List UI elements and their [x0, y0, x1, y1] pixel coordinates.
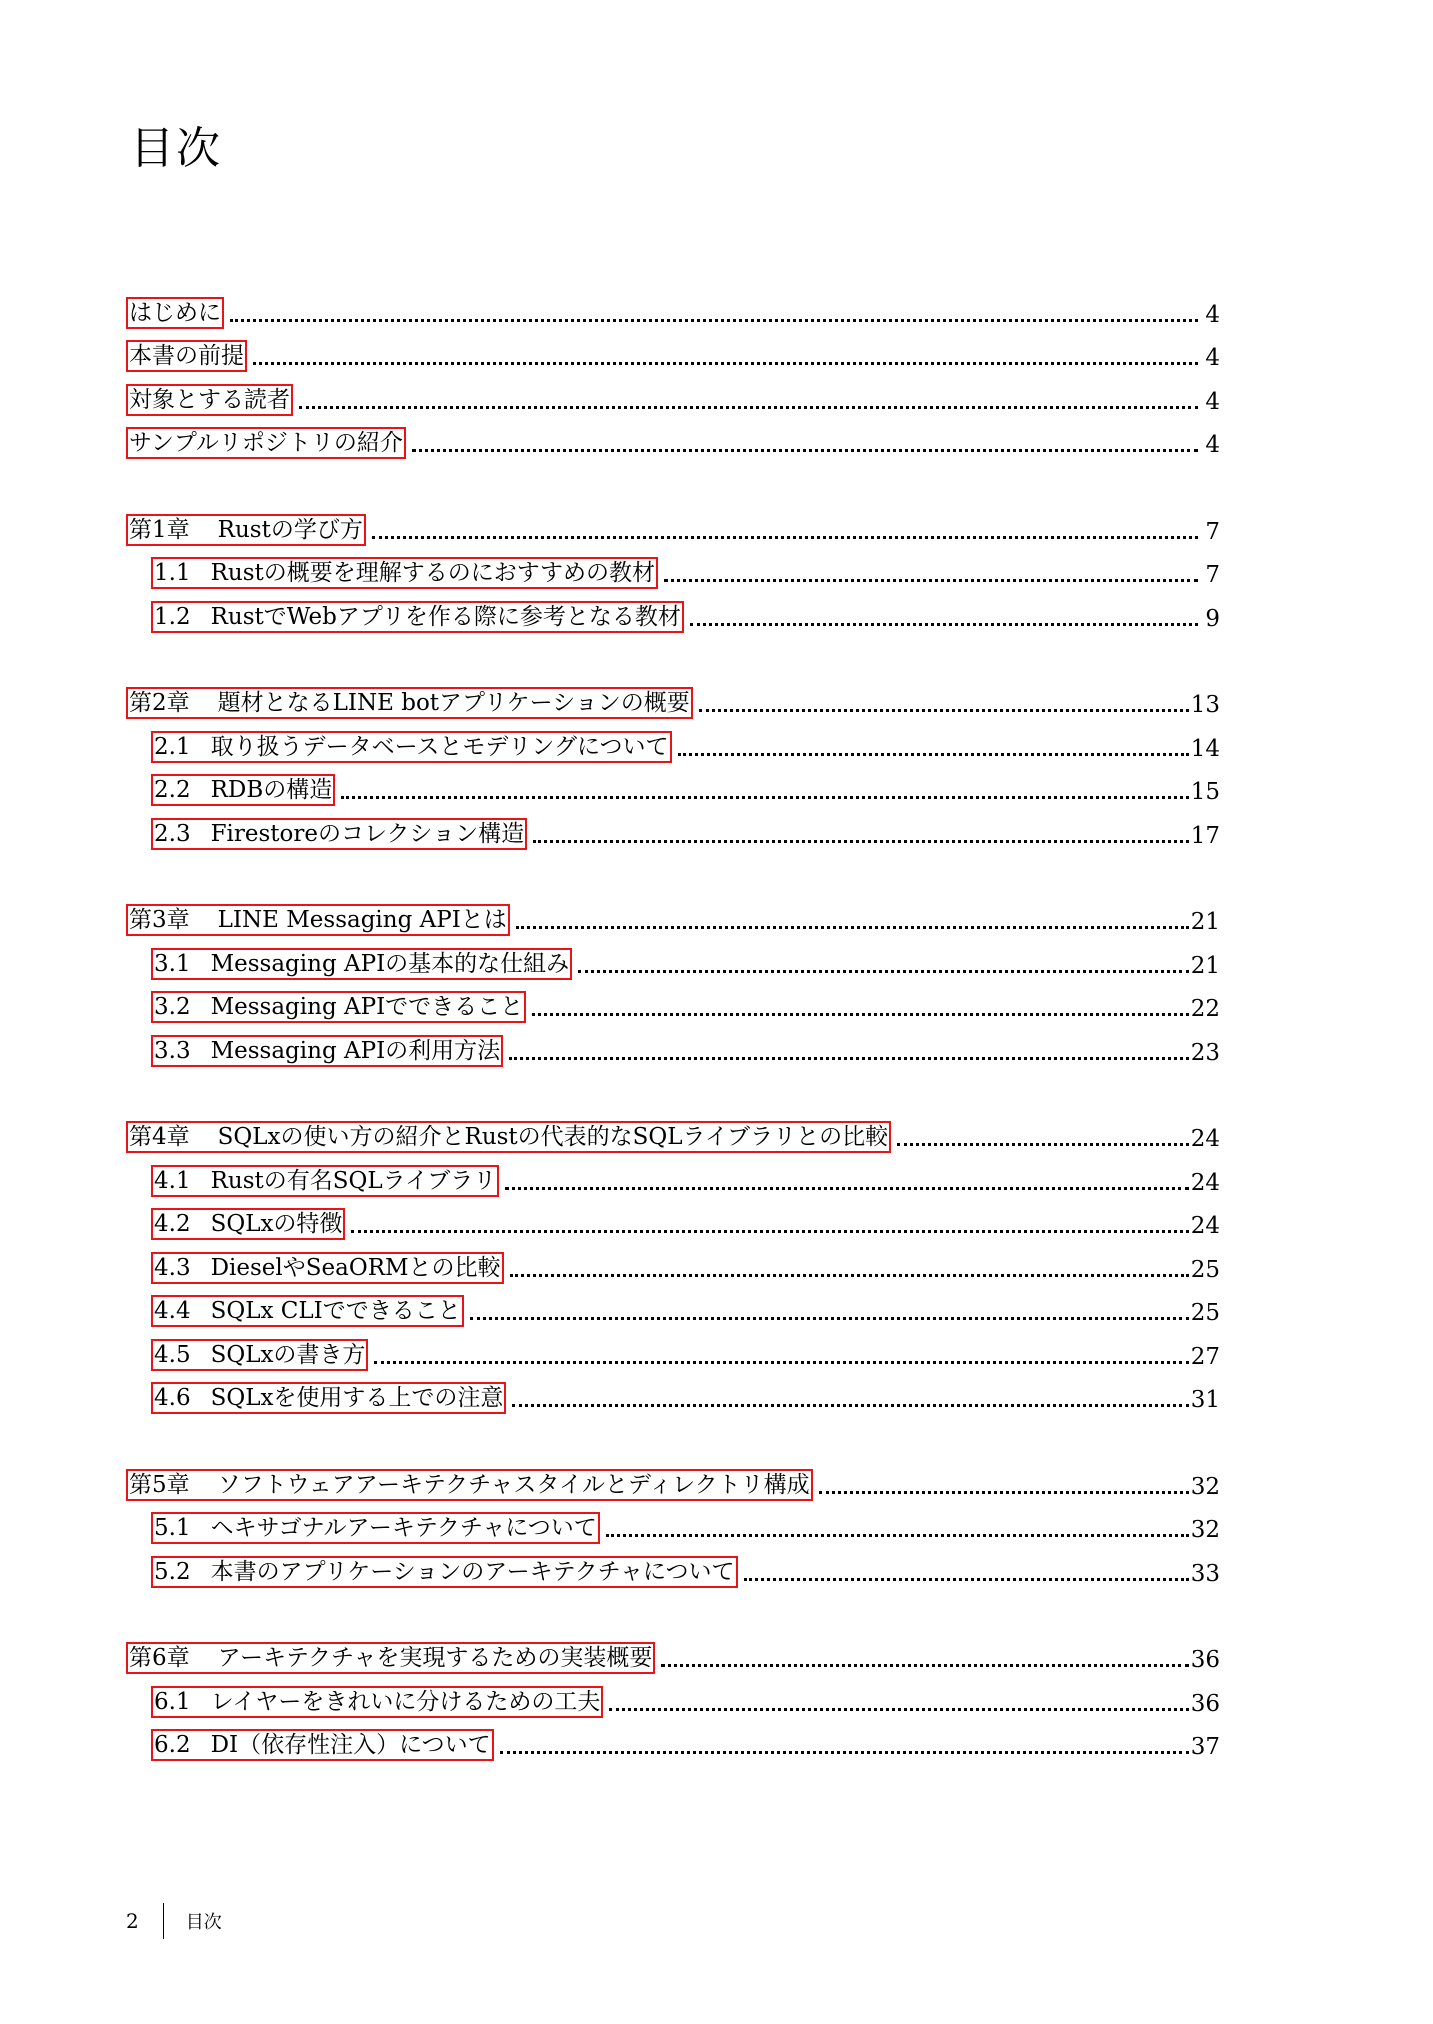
toc-entry-title: RustでWebアプリを作る際に参考となる教材 [210, 603, 681, 630]
toc-section-entry[interactable] [126, 1197, 1220, 1241]
toc-entry-number: 第5章 [129, 1471, 190, 1498]
toc-leader-dots [664, 579, 1198, 582]
toc-entry-number: 6.1 [154, 1688, 191, 1715]
toc-section-entry[interactable] [126, 980, 1220, 1024]
toc-entry-page: 21 [1190, 909, 1220, 935]
toc-entry-page: 4 [1205, 301, 1220, 328]
toc-entry-number: 4.4 [154, 1298, 191, 1324]
toc-group [126, 1110, 1220, 1415]
toc-entry-page: 4 [1205, 432, 1220, 458]
toc-entry-label[interactable] [151, 818, 527, 850]
toc-leader-dots [341, 796, 1188, 799]
toc-entry-page: 24 [1190, 1126, 1220, 1152]
toc-leader-dots [744, 1578, 1189, 1581]
toc-intro-entry[interactable] [126, 372, 1220, 416]
toc-entry-title: DI（依存性注入）について [210, 1732, 491, 1758]
toc-section-entry[interactable] [126, 1240, 1220, 1284]
toc-entry-page: 9 [1205, 605, 1220, 632]
toc-entry-title: SQLxの特徴 [210, 1211, 343, 1237]
toc-entry-label[interactable] [151, 948, 572, 980]
toc-entry-page: 37 [1190, 1734, 1220, 1760]
toc-section-entry[interactable] [126, 1327, 1220, 1371]
toc-entry-title: DieselやSeaORMとの比較 [210, 1254, 501, 1281]
toc-leader-dots [509, 1057, 1189, 1060]
toc-entry-title: サンプルリポジトリの紹介 [129, 430, 403, 456]
toc-entry-label[interactable] [151, 1512, 600, 1544]
toc-entry-page: 4 [1205, 345, 1220, 371]
toc-entry-page: 32 [1190, 1517, 1220, 1543]
toc-leader-dots [699, 709, 1189, 712]
toc-entry-label[interactable] [151, 1252, 504, 1284]
toc-entry-label[interactable] [151, 991, 526, 1023]
toc-entry-label[interactable] [151, 731, 672, 763]
toc-leader-dots [351, 1230, 1188, 1233]
toc-entry-label[interactable] [151, 1035, 503, 1067]
toc-section-entry[interactable] [126, 1023, 1220, 1067]
toc-group [126, 676, 1220, 850]
toc-entry-page: 27 [1190, 1343, 1220, 1370]
toc-entry-number: 第1章 [129, 516, 190, 543]
toc-leader-dots [661, 1664, 1188, 1667]
toc-entry-title: RDBの構造 [210, 777, 333, 803]
toc-entry-label[interactable] [126, 340, 247, 372]
table-of-contents [126, 285, 1220, 1804]
toc-entry-title: Firestoreのコレクション構造 [210, 820, 525, 847]
toc-section-entry[interactable] [126, 719, 1220, 763]
toc-entry-page: 31 [1190, 1387, 1220, 1413]
toc-entry-page: 23 [1190, 1039, 1220, 1066]
toc-group [126, 285, 1220, 459]
toc-entry-label[interactable] [151, 774, 335, 806]
toc-section-entry[interactable] [126, 806, 1220, 850]
toc-entry-number: 4.6 [154, 1385, 191, 1411]
page-title: 目次 [130, 123, 222, 174]
toc-chapter-entry[interactable] [126, 893, 1220, 937]
toc-group [126, 1631, 1220, 1762]
toc-leader-dots [609, 1708, 1188, 1711]
toc-entry-page: 4 [1205, 388, 1220, 415]
toc-entry-title: 取り扱うデータベースとモデリングについて [210, 733, 669, 760]
toc-entry-number: 2.2 [154, 777, 191, 803]
toc-leader-dots [819, 1491, 1189, 1494]
toc-entry-number: 4.2 [154, 1211, 191, 1237]
toc-entry-page: 21 [1190, 952, 1220, 979]
toc-entry-label[interactable] [151, 1208, 345, 1240]
toc-entry-label[interactable] [126, 427, 406, 459]
toc-entry-number: 5.1 [154, 1515, 191, 1541]
toc-entry-title: はじめに [129, 299, 221, 326]
toc-entry-page: 25 [1190, 1300, 1220, 1326]
toc-entry-page: 7 [1205, 518, 1220, 545]
toc-leader-dots [532, 1013, 1189, 1016]
toc-entry-number: 第3章 [129, 907, 190, 933]
toc-entry-title: 本書のアプリケーションのアーキテクチャについて [210, 1558, 735, 1585]
toc-entry-title: Messaging APIの基本的な仕組み [210, 950, 570, 977]
toc-section-entry[interactable] [126, 763, 1220, 807]
toc-entry-page: 32 [1190, 1473, 1220, 1500]
toc-chapter-entry[interactable] [126, 1457, 1220, 1501]
toc-entry-number: 第2章 [129, 690, 190, 716]
toc-chapter-entry[interactable] [126, 1631, 1220, 1675]
toc-entry-label[interactable] [126, 1121, 891, 1153]
toc-entry-number: 5.2 [154, 1558, 191, 1585]
toc-entry-label[interactable] [151, 1556, 738, 1588]
toc-leader-dots [678, 753, 1189, 756]
toc-entry-page: 7 [1205, 562, 1220, 588]
toc-entry-page: 33 [1190, 1560, 1220, 1587]
toc-entry-number: 1.1 [154, 560, 191, 586]
toc-section-entry[interactable] [126, 589, 1220, 633]
toc-entry-title: 題材となるLINE botアプリケーションの概要 [217, 690, 690, 716]
toc-chapter-entry[interactable] [126, 676, 1220, 720]
toc-chapter-entry[interactable] [126, 1110, 1220, 1154]
toc-entry-title: SQLxを使用する上での注意 [210, 1385, 504, 1411]
toc-group [126, 1457, 1220, 1588]
toc-entry-number: 第6章 [129, 1645, 190, 1671]
toc-leader-dots [897, 1143, 1189, 1146]
toc-chapter-entry[interactable] [126, 502, 1220, 546]
toc-entry-page: 13 [1190, 692, 1220, 718]
toc-entry-page: 15 [1190, 779, 1220, 805]
toc-entry-title: レイヤーをきれいに分けるための工夫 [210, 1688, 601, 1715]
toc-intro-entry[interactable] [126, 329, 1220, 373]
toc-leader-dots [690, 623, 1198, 626]
toc-entry-title: 対象とする読者 [129, 386, 290, 413]
toc-entry-page: 24 [1190, 1169, 1220, 1196]
toc-entry-label[interactable] [126, 904, 510, 936]
toc-entry-number: 2.1 [154, 733, 191, 760]
toc-entry-label[interactable] [151, 1295, 464, 1327]
toc-entry-label[interactable] [126, 384, 293, 416]
toc-entry-number: 1.2 [154, 603, 191, 630]
toc-entry-title: Rustの学び方 [217, 516, 363, 543]
toc-entry-number: 3.3 [154, 1037, 191, 1064]
toc-entry-label[interactable] [151, 557, 658, 589]
toc-entry-page: 22 [1190, 996, 1220, 1022]
toc-entry-title: Rustの概要を理解するのにおすすめの教材 [210, 560, 655, 586]
toc-leader-dots [505, 1187, 1188, 1190]
toc-entry-page: 14 [1190, 735, 1220, 762]
toc-leader-dots [372, 536, 1198, 539]
toc-leader-dots [470, 1317, 1189, 1320]
toc-section-entry[interactable] [126, 1153, 1220, 1197]
toc-entry-label[interactable] [126, 297, 224, 329]
toc-entry-title: アーキテクチャを実現するための実装概要 [217, 1645, 653, 1671]
toc-entry-number: 4.3 [154, 1254, 191, 1281]
toc-entry-label[interactable] [151, 1729, 494, 1761]
toc-entry-label[interactable] [151, 1165, 499, 1197]
toc-intro-entry[interactable] [126, 285, 1220, 329]
toc-entry-label[interactable] [151, 1382, 506, 1414]
toc-entry-page: 17 [1190, 822, 1220, 849]
toc-entry-number: 3.1 [154, 950, 191, 977]
toc-leader-dots [533, 840, 1189, 843]
footer-page-number: 2 [126, 1909, 139, 1933]
toc-leader-dots [412, 449, 1198, 452]
toc-section-entry[interactable] [126, 546, 1220, 590]
toc-section-entry[interactable] [126, 1371, 1220, 1415]
toc-leader-dots [500, 1751, 1189, 1754]
toc-entry-page: 25 [1190, 1256, 1220, 1283]
toc-entry-label[interactable] [151, 1339, 368, 1371]
toc-leader-dots [606, 1534, 1189, 1537]
toc-entry-title: SQLx CLIでできること [210, 1298, 461, 1324]
toc-group [126, 893, 1220, 1067]
toc-entry-title: ヘキサゴナルアーキテクチャについて [210, 1515, 597, 1541]
toc-entry-label[interactable] [126, 1469, 813, 1501]
toc-leader-dots [510, 1274, 1189, 1277]
toc-entry-title: Rustの有名SQLライブラリ [210, 1167, 497, 1194]
toc-entry-number: 4.1 [154, 1167, 191, 1194]
toc-entry-page: 36 [1190, 1647, 1220, 1673]
toc-section-entry[interactable] [126, 1674, 1220, 1718]
toc-entry-title: SQLxの使い方の紹介とRustの代表的なSQLライブラリとの比較 [217, 1124, 889, 1150]
toc-leader-dots [253, 362, 1198, 365]
toc-entry-title: Messaging APIでできること [210, 994, 524, 1020]
toc-leader-dots [299, 406, 1198, 409]
toc-entry-number: 3.2 [154, 994, 191, 1020]
toc-entry-label[interactable] [126, 687, 693, 719]
toc-section-entry[interactable] [126, 1718, 1220, 1762]
page-footer [126, 1903, 222, 1939]
toc-entry-number: 第4章 [129, 1124, 190, 1150]
toc-section-entry[interactable] [126, 1284, 1220, 1328]
toc-entry-number: 4.5 [154, 1341, 191, 1368]
footer-divider [163, 1903, 164, 1939]
toc-entry-label[interactable] [126, 1642, 655, 1674]
toc-entry-title: SQLxの書き方 [210, 1341, 366, 1368]
toc-entry-title: 本書の前提 [129, 343, 244, 369]
toc-entry-title: LINE Messaging APIとは [217, 907, 507, 933]
toc-entry-number: 6.2 [154, 1732, 191, 1758]
toc-leader-dots [516, 926, 1189, 929]
toc-entry-label[interactable] [151, 601, 684, 633]
toc-entry-number: 2.3 [154, 820, 191, 847]
toc-intro-entry[interactable] [126, 416, 1220, 460]
toc-entry-page: 24 [1190, 1213, 1220, 1239]
toc-section-entry[interactable] [126, 1501, 1220, 1545]
toc-entry-page: 36 [1190, 1690, 1220, 1717]
toc-entry-label[interactable] [151, 1686, 603, 1718]
toc-leader-dots [230, 319, 1198, 322]
toc-group [126, 502, 1220, 633]
toc-leader-dots [578, 970, 1189, 973]
toc-section-entry[interactable] [126, 1544, 1220, 1588]
toc-entry-title: ソフトウェアアーキテクチャスタイルとディレクトリ構成 [217, 1471, 810, 1498]
toc-leader-dots [512, 1404, 1188, 1407]
toc-leader-dots [374, 1361, 1188, 1364]
toc-section-entry[interactable] [126, 936, 1220, 980]
toc-entry-label[interactable] [126, 514, 366, 546]
toc-entry-title: Messaging APIの利用方法 [210, 1037, 501, 1064]
footer-section-title: 目次 [185, 1912, 222, 1933]
